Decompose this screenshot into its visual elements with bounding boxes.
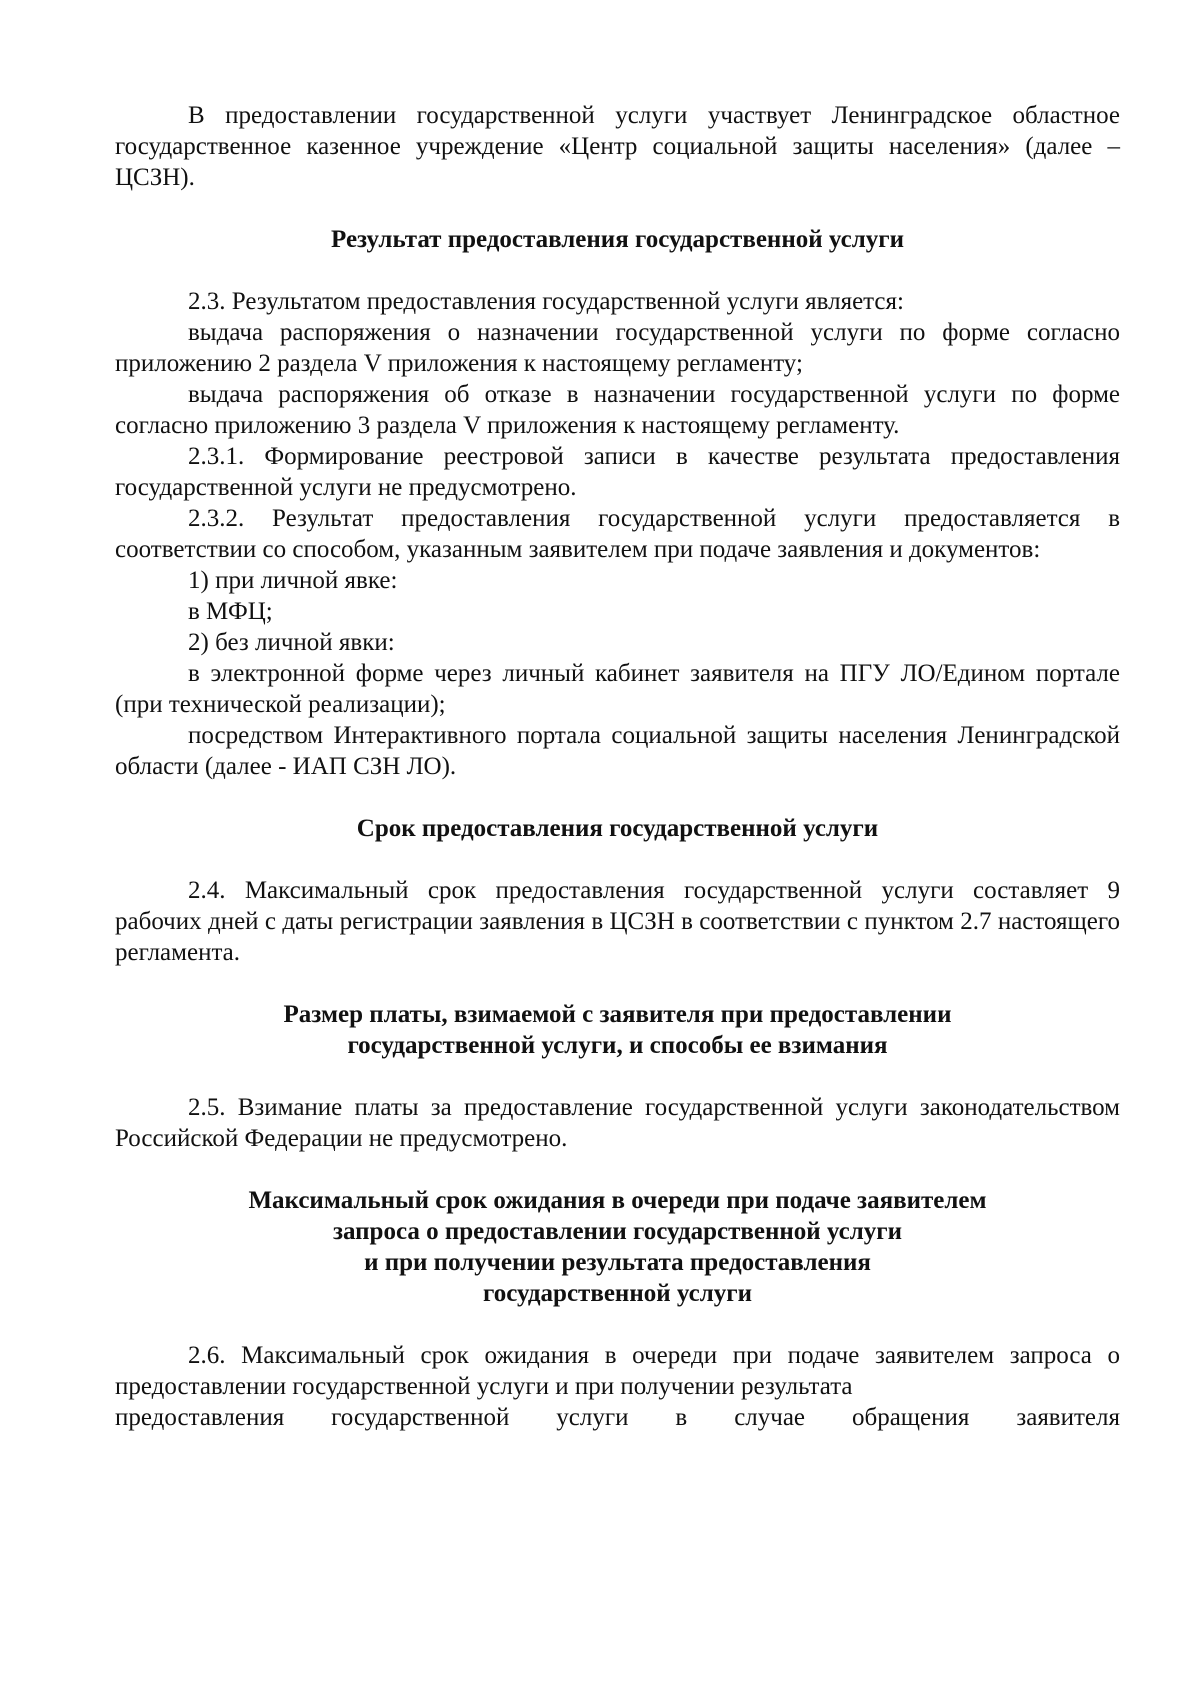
heading-queue: [115, 1185, 1120, 1309]
heading-result: Результат предоставления государственной услуги: [331, 226, 904, 253]
paragraph-2-3-a: выдача распоряжения о назначении государственной услуги по форме согласно приложению 2 раздела V приложения к настоящему регламенту;: [115, 319, 1120, 377]
paragraph-2-6: [115, 1340, 1120, 1433]
list-item-no-personal: 2) без личной явки:: [188, 629, 395, 656]
paragraph-2-3: 2.3. Результатом предоставления государственной услуги является:: [188, 288, 904, 315]
list-item-portal: посредством Интерактивного портала социальной защиты населения Ленинградской области (далее - ИАП СЗН ЛО).: [115, 722, 1120, 780]
list-item-mfc: в МФЦ;: [188, 598, 273, 625]
paragraph-2-6-part-2: предоставления государственной услуги в случае обращения заявителя: [115, 1404, 1120, 1431]
heading-queue-line-4: государственной услуги: [482, 1280, 753, 1307]
document-page: [115, 100, 1120, 1433]
intro-paragraph: В предоставлении государственной услуги участвует Ленинградское областное государственное казенное учреждение «Центр социальной защиты населения» (далее – ЦСЗН).: [115, 102, 1120, 191]
paragraph-2-5: 2.5. Взимание платы за предоставление государственной услуги законодательством Российской Федерации не предусмотрено.: [115, 1094, 1120, 1152]
paragraph-2-4: 2.4. Максимальный срок предоставления государственной услуги составляет 9 рабочих дней с даты регистрации заявления в ЦСЗН в соответствии с пунктом 2.7 настоящего регламента.: [115, 877, 1120, 966]
heading-queue-line-2: запроса о предоставлении государственной услуги: [332, 1218, 903, 1245]
heading-fee-line-2: государственной услуги, и способы ее взимания: [347, 1032, 888, 1059]
heading-term: Срок предоставления государственной услуги: [356, 815, 879, 842]
paragraph-2-3-b: выдача распоряжения об отказе в назначении государственной услуги по форме согласно приложению 3 раздела V приложения к настоящему регламенту.: [115, 381, 1120, 439]
heading-fee-line-1: Размер платы, взимаемой с заявителя при предоставлении: [283, 1001, 952, 1028]
paragraph-2-6-part-1: 2.6. Максимальный срок ожидания в очереди при подаче заявителем запроса о предоставлении государственной услуги и при получении результата: [115, 1342, 1120, 1400]
heading-fee: [115, 999, 1120, 1061]
list-item-personal: 1) при личной явке:: [188, 567, 398, 594]
heading-queue-line-1: Максимальный срок ожидания в очереди при подаче заявителем: [248, 1187, 987, 1214]
list-item-electronic: в электронной форме через личный кабинет заявителя на ПГУ ЛО/Едином портале (при технической реализации);: [115, 660, 1120, 718]
paragraph-2-3-2: 2.3.2. Результат предоставления государственной услуги предоставляется в соответствии со способом, указанным заявителем при подаче заявления и документов:: [115, 505, 1120, 563]
paragraph-2-3-1: 2.3.1. Формирование реестровой записи в качестве результата предоставления государственной услуги не предусмотрено.: [115, 443, 1120, 501]
heading-queue-line-3: и при получении результата предоставления: [364, 1249, 871, 1276]
